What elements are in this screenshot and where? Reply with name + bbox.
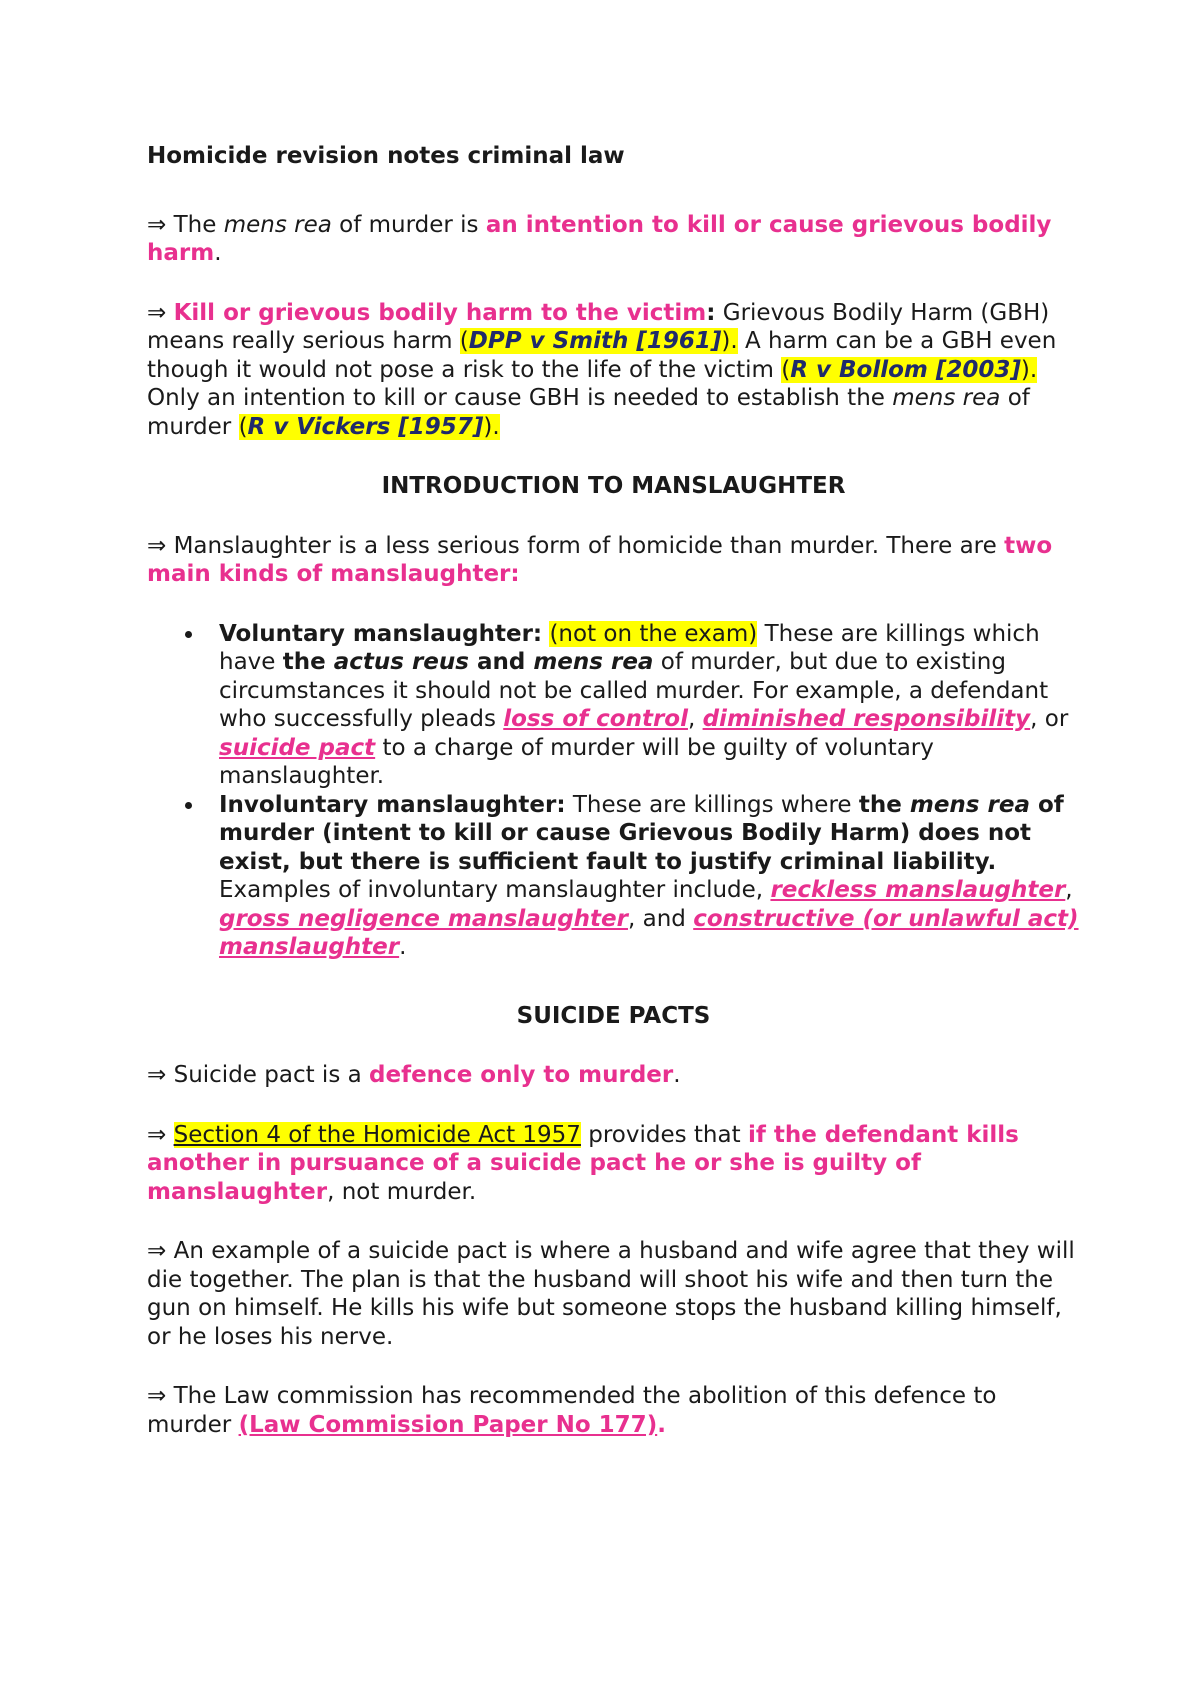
link-gross-negligence-manslaughter[interactable]: gross negligence manslaughter xyxy=(219,905,628,932)
arrow-icon: ⇒ xyxy=(147,1238,167,1264)
link-law-commission-paper[interactable]: (Law Commission Paper No 177) xyxy=(238,1411,658,1438)
arrow-icon: ⇒ xyxy=(147,1121,167,1148)
key-point: an intention to kill or cause grievous bodily harm xyxy=(147,211,1052,266)
section-heading-suicide-pacts: SUICIDE PACTS xyxy=(516,1002,711,1029)
case-citation: (R v Vickers [1957]). xyxy=(238,413,500,440)
link-reckless-manslaughter[interactable]: reckless manslaughter xyxy=(770,877,1066,903)
page-title: Homicide revision notes criminal law xyxy=(147,143,625,169)
paragraph-mens-rea: ⇒ The mens rea of murder is an intention to kill or cause grievous bodily harm. xyxy=(147,211,1052,266)
key-point: two main kinds of manslaughter: xyxy=(147,532,1053,587)
arrow-icon: ⇒ xyxy=(147,532,167,559)
paragraph-defence: ⇒ Suicide pact is a defence only to murder. xyxy=(147,1062,681,1088)
list-item-voluntary: Voluntary manslaughter: (not on the exam) These are killings which have the actus reus and mens rea of murder, but due to existing circumstances it should not be called murder. For example, a defendant who successfully pleads loss of control, diminished responsibility, or suicide pact to a charge of murder will be guilty of voluntary manslaughter. xyxy=(147,620,1080,791)
arrow-icon: ⇒ xyxy=(147,211,167,238)
list-item-involuntary: Involuntary manslaughter: These are killings where the mens rea of murder (intent to kill or cause Grievous Bodily Harm) does not exist, but there is sufficient fault to justify criminal liability. Examples of involuntary manslaughter include, reckless manslaughter, gross negligence manslaughter, and constructive (or unlawful act) manslaughter. xyxy=(147,791,1080,962)
link-constructive-manslaughter[interactable]: constructive (or unlawful act) manslaughter xyxy=(219,905,1079,960)
key-point: if the defendant kills another in pursuance of a suicide pact he or she is guilty of manslaughter xyxy=(147,1121,1019,1205)
paragraph-example: ⇒ An example of a suicide pact is where a husband and wife agree that they will die together. The plan is that the husband will shoot his wife and then turn the gun on himself. He kills his wife but someone stops the husband killing himself, or he loses his nerve. xyxy=(147,1238,1075,1350)
case-citation: (R v Bollom [2003]). xyxy=(781,356,1038,383)
key-point: defence only to murder xyxy=(369,1062,674,1088)
manslaughter-kinds-list xyxy=(147,620,1080,962)
link-section-4[interactable]: Section 4 of the Homicide Act 1957 xyxy=(173,1121,581,1148)
case-citation: (DPP v Smith [1961]). xyxy=(459,328,738,354)
arrow-icon: ⇒ xyxy=(147,1383,167,1409)
key-point: Kill or grievous bodily harm to the victim xyxy=(173,299,707,326)
bullet-icon xyxy=(185,631,192,638)
paragraph-law-commission: ⇒ The Law commission has recommended the abolition of this defence to murder (Law Commission Paper No 177). xyxy=(147,1383,997,1438)
link-loss-of-control[interactable]: loss of control xyxy=(503,706,688,732)
section-heading-manslaughter: INTRODUCTION TO MANSLAUGHTER xyxy=(381,473,846,499)
paragraph-manslaughter-intro: ⇒ Manslaughter is a less serious form of homicide than murder. There are two main kinds of manslaughter: xyxy=(147,532,1053,587)
paragraph-gbh: ⇒ Kill or grievous bodily harm to the victim: Grievous Bodily Harm (GBH) means really serious harm (DPP v Smith [1961]). A harm can be a GBH even though it would not pose a risk to the life of the victim (R v Bollom [2003]). Only an intention to kill or cause GBH is needed to establish the mens rea of murder (R v Vickers [1957]). xyxy=(147,299,1057,440)
link-suicide-pact[interactable]: suicide pact xyxy=(219,734,376,761)
exam-note: (not on the exam) xyxy=(549,620,758,647)
arrow-icon: ⇒ xyxy=(147,1062,167,1088)
arrow-icon: ⇒ xyxy=(147,299,167,326)
bullet-icon xyxy=(185,802,192,809)
paragraph-section-4: ⇒ Section 4 of the Homicide Act 1957 provides that if the defendant kills another in pursuance of a suicide pact he or she is guilty of manslaughter, not murder. xyxy=(147,1121,1019,1205)
link-diminished-responsibility[interactable]: diminished responsibility xyxy=(702,706,1031,732)
